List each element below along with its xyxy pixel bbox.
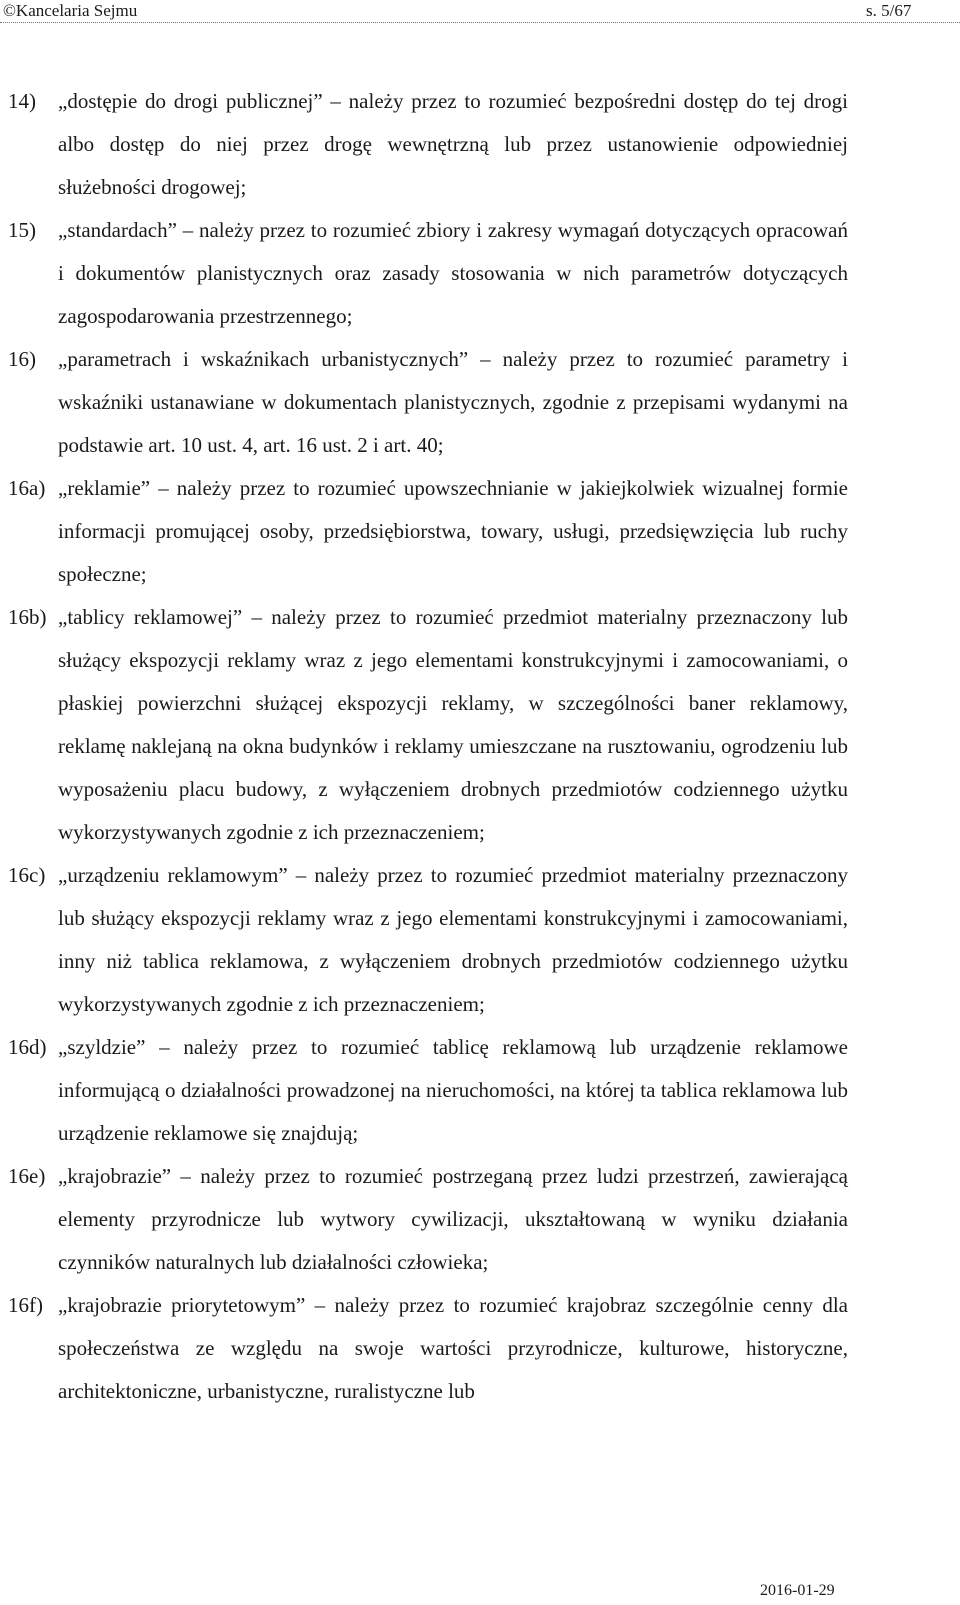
definition-text: „dostępie do drogi publicznej” – należy przez to rozumieć bezpośredni dostęp do tej drogi albo dostęp do niej przez drogę wewnętrzną lub przez ustanowienie odpowiedniej służebności drogowej; bbox=[58, 89, 848, 199]
header-divider bbox=[0, 22, 960, 23]
definition-number: 15) bbox=[8, 218, 36, 242]
definition-item bbox=[0, 1284, 960, 1413]
definition-text: „szyldzie” – należy przez to rozumieć tablicę reklamową lub urządzenie reklamowe informującą o działalności prowadzonej na nieruchomości, na której ta tablica reklamowa lub urządzenie reklamowe się znajdują; bbox=[58, 1035, 848, 1145]
definition-text: „reklamie” – należy przez to rozumieć upowszechnianie w jakiejkolwiek wizualnej formie informacji promującej osoby, przedsiębiorstwa, towary, usługi, przedsięwzięcia lub ruchy społeczne; bbox=[58, 476, 848, 586]
definition-item bbox=[0, 338, 960, 467]
definition-item bbox=[0, 854, 960, 1026]
definition-number: 16e) bbox=[8, 1164, 46, 1188]
definition-number: 16) bbox=[8, 347, 36, 371]
document-date: 2016-01-29 bbox=[760, 1582, 835, 1599]
definition-text: „krajobrazie” – należy przez to rozumieć postrzeganą przez ludzi przestrzeń, zawierającą elementy przyrodnicze lub wytwory cywilizacji, ukształtowaną w wyniku działania czynników naturalnych lub działalności człowieka; bbox=[58, 1164, 848, 1274]
definition-text: „standardach” – należy przez to rozumieć zbiory i zakresy wymagań dotyczących opracowań i dokumentów planistycznych oraz zasady stosowania w nich parametrów dotyczących zagospodarowania przestrzennego; bbox=[58, 218, 848, 328]
page-header bbox=[0, 0, 960, 24]
definition-text: „tablicy reklamowej” – należy przez to rozumieć przedmiot materialny przeznaczony lub służący ekspozycji reklamy wraz z jego elementami konstrukcyjnymi i zamocowaniami, o płaskiej powierzchni służącej ekspozycji reklamy, w szczególności baner reklamowy, reklamę naklejaną na okna budynków i reklamy umieszczane na rusztowaniu, ogrodzeniu lub wyposażeniu placu budowy, z wyłączeniem drobnych przedmiotów codziennego użytku wykorzystywanych zgodnie z ich przeznaczeniem; bbox=[58, 605, 848, 844]
definition-item bbox=[0, 1026, 960, 1155]
definition-text: „parametrach i wskaźnikach urbanistycznych” – należy przez to rozumieć parametry i wskaźniki ustanawiane w dokumentach planistycznych, zgodnie z przepisami wydanymi na podstawie art. 10 ust. 4, art. 16 ust. 2 i art. 40; bbox=[58, 347, 848, 457]
definition-item bbox=[0, 80, 960, 209]
definition-number: 16f) bbox=[8, 1293, 43, 1317]
definition-number: 16d) bbox=[8, 1035, 47, 1059]
definition-text: „krajobrazie priorytetowym” – należy przez to rozumieć krajobraz szczególnie cenny dla społeczeństwa ze względu na swoje wartości przyrodnicze, kulturowe, historyczne, architektoniczne, urbanistyczne, ruralistyczne lub bbox=[58, 1293, 848, 1403]
document-body bbox=[0, 80, 960, 1413]
definition-item bbox=[0, 1155, 960, 1284]
definition-item bbox=[0, 467, 960, 596]
definition-number: 16c) bbox=[8, 863, 46, 887]
header-source: ©Kancelaria Sejmu bbox=[3, 1, 138, 20]
definition-item bbox=[0, 209, 960, 338]
definition-number: 16a) bbox=[8, 476, 46, 500]
definition-number: 16b) bbox=[8, 605, 47, 629]
definition-text: „urządzeniu reklamowym” – należy przez to rozumieć przedmiot materialny przeznaczony lub służący ekspozycji reklamy wraz z jego elementami konstrukcyjnymi i zamocowaniami, inny niż tablica reklamowa, z wyłączeniem drobnych przedmiotów codziennego użytku wykorzystywanych zgodnie z ich przeznaczeniem; bbox=[58, 863, 848, 1016]
definition-item bbox=[0, 596, 960, 854]
definition-number: 14) bbox=[8, 89, 36, 113]
page-number: s. 5/67 bbox=[866, 1, 912, 20]
